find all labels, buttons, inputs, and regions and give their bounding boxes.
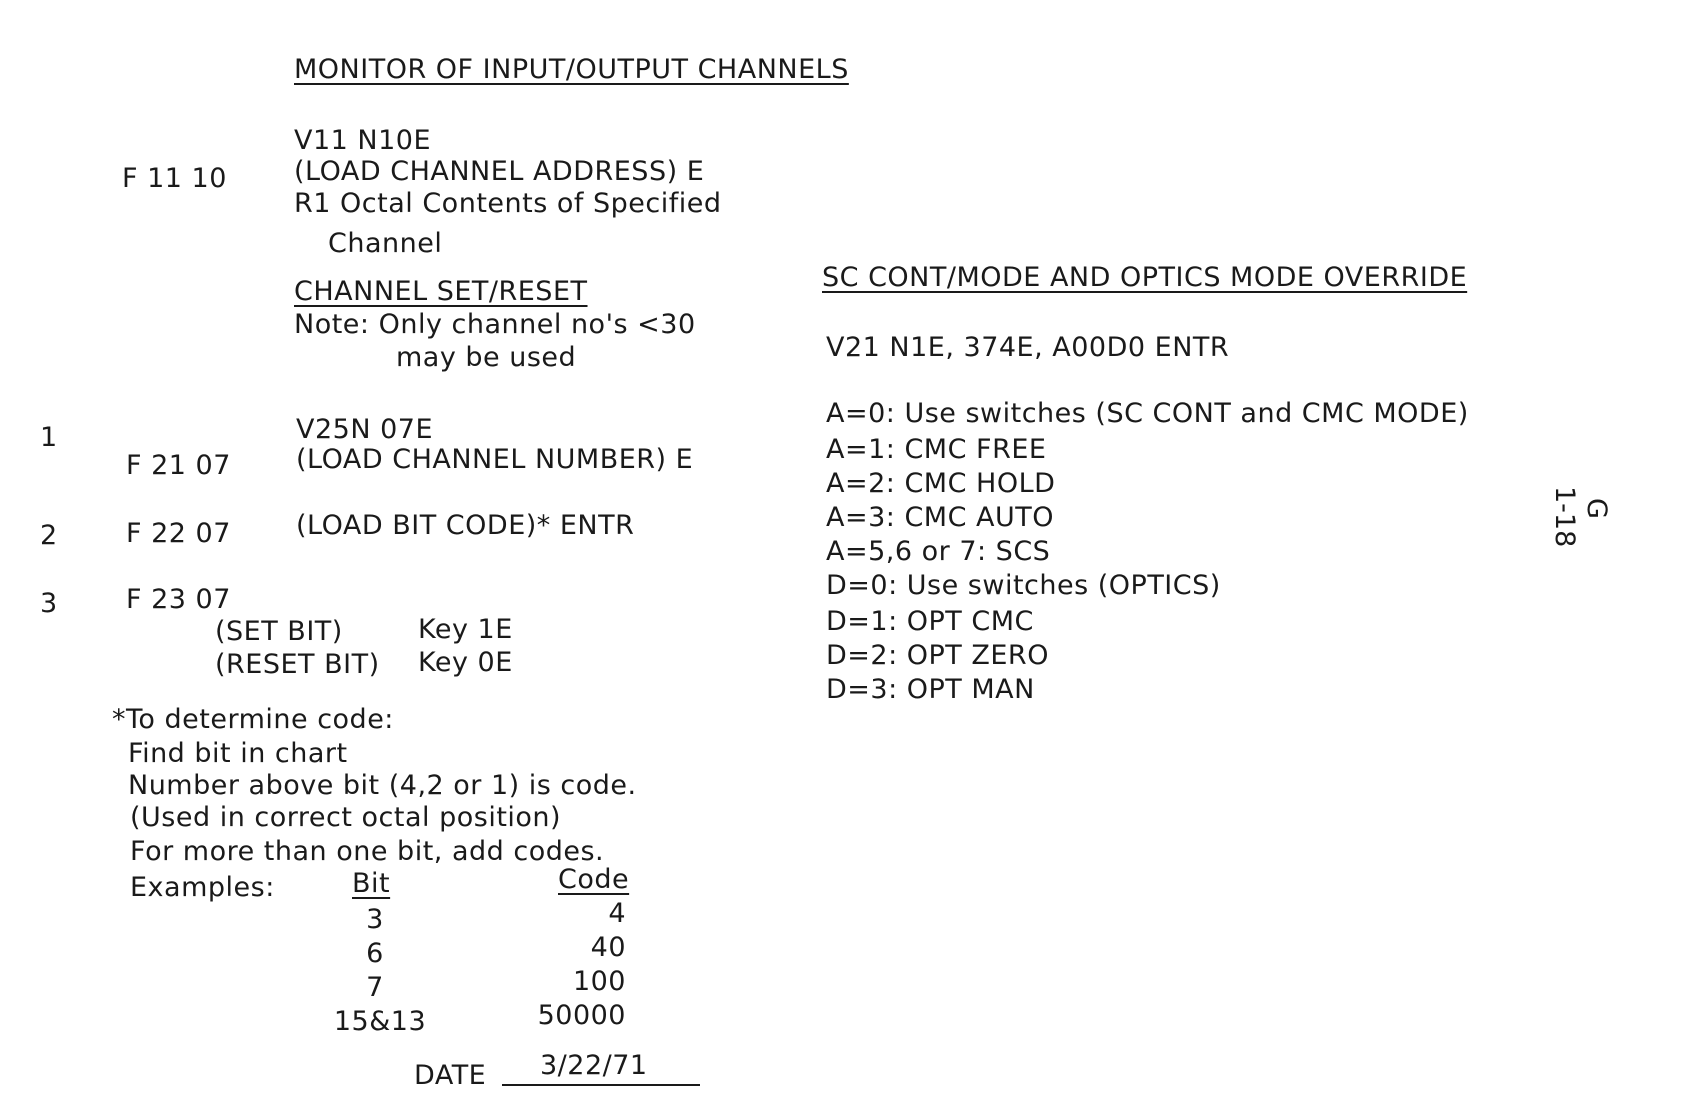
step-2-text: (LOAD BIT CODE)* ENTR — [296, 510, 635, 541]
example-bit-4: 15&13 — [333, 1006, 427, 1037]
option-5: A=5,6 or 7: SCS — [826, 536, 1051, 567]
step-3-reset: (RESET BIT) — [215, 649, 380, 680]
example-bit-3: 7 — [366, 972, 384, 1003]
setreset-note-line-2: may be used — [396, 342, 577, 373]
example-code-2: 40 — [590, 932, 626, 963]
step-2-code: F 22 07 — [126, 518, 231, 549]
step-2-number: 2 — [40, 520, 58, 551]
footnote-line-2: Find bit in chart — [128, 738, 348, 769]
example-code-4: 50000 — [537, 1000, 626, 1031]
bit-header: Bit — [352, 868, 391, 899]
right-command: V21 N1E, 374E, A00D0 ENTR — [826, 332, 1230, 363]
step-3-number: 3 — [40, 588, 58, 619]
step-3-set-key: Key 1E — [418, 614, 513, 645]
option-8: D=2: OPT ZERO — [826, 640, 1049, 671]
right-title: SC CONT/MODE AND OPTICS MODE OVERRIDE — [822, 262, 1468, 293]
monitor-code: F 11 10 — [122, 163, 227, 194]
option-4: A=3: CMC AUTO — [826, 502, 1055, 533]
option-6: D=0: Use switches (OPTICS) — [826, 570, 1221, 601]
option-2: A=1: CMC FREE — [826, 434, 1047, 465]
monitor-line-2: (LOAD CHANNEL ADDRESS) E — [294, 156, 705, 187]
option-3: A=2: CMC HOLD — [826, 468, 1056, 499]
setreset-note-line-1: Note: Only channel no's <30 — [294, 309, 696, 340]
option-9: D=3: OPT MAN — [826, 674, 1035, 705]
step-3-reset-key: Key 0E — [418, 647, 513, 678]
setreset-heading: CHANNEL SET/RESET — [294, 276, 588, 307]
example-code-1: 4 — [608, 898, 626, 929]
examples-label: Examples: — [130, 872, 275, 903]
step-1-verb: V25N 07E — [296, 414, 434, 445]
monitor-line-1: V11 N10E — [294, 125, 432, 156]
footnote-line-4: (Used in correct octal position) — [130, 802, 562, 833]
page-number: 1-18 — [1549, 486, 1580, 548]
step-3-set: (SET BIT) — [215, 616, 343, 647]
monitor-line-4: Channel — [328, 228, 443, 259]
date-value: 3/22/71 — [540, 1050, 648, 1081]
step-1-text: (LOAD CHANNEL NUMBER) E — [296, 444, 694, 475]
option-1: A=0: Use switches (SC CONT and CMC MODE) — [826, 398, 1469, 429]
example-bit-1: 3 — [366, 904, 384, 935]
left-title: MONITOR OF INPUT/OUTPUT CHANNELS — [294, 54, 849, 85]
date-underline — [502, 1084, 700, 1086]
code-header: Code — [558, 864, 630, 895]
footnote-line-3: Number above bit (4,2 or 1) is code. — [128, 770, 637, 801]
monitor-line-3: R1 Octal Contents of Specified — [294, 188, 722, 219]
example-code-3: 100 — [572, 966, 626, 997]
footnote-line-1: *To determine code: — [112, 704, 394, 735]
step-1-number: 1 — [40, 422, 58, 453]
page-section: G — [1581, 498, 1612, 519]
footnote-line-5: For more than one bit, add codes. — [130, 836, 605, 867]
option-7: D=1: OPT CMC — [826, 606, 1034, 637]
example-bit-2: 6 — [366, 938, 384, 969]
step-3-code: F 23 07 — [126, 584, 231, 615]
date-label: DATE — [414, 1060, 487, 1091]
step-1-code: F 21 07 — [126, 450, 231, 481]
